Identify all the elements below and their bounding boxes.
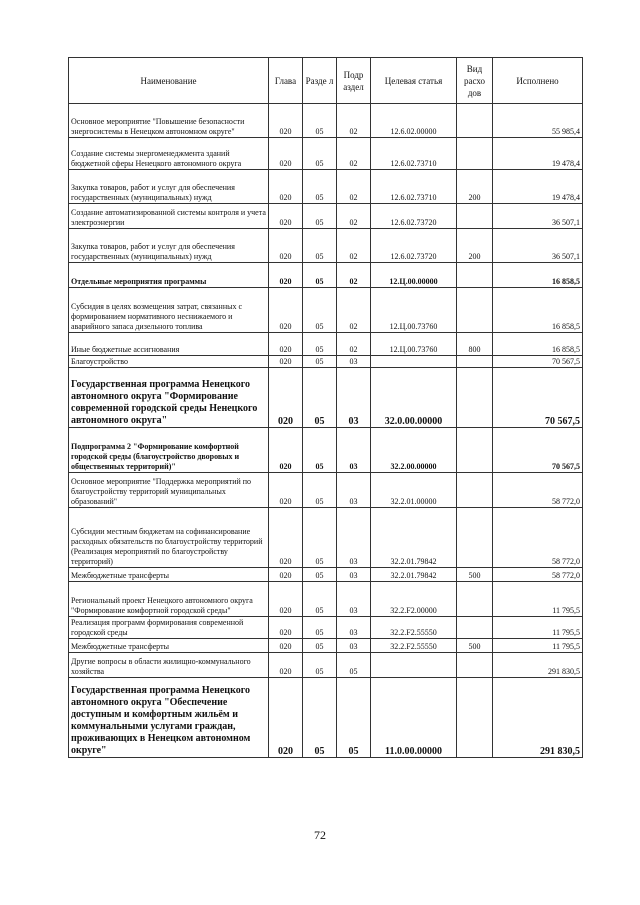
- cell-subsection: 03: [337, 356, 371, 368]
- cell-target: 12.6.02.73710: [371, 138, 457, 170]
- cell-section: 05: [303, 356, 337, 368]
- cell-section: 05: [303, 104, 337, 138]
- cell-target: [371, 356, 457, 368]
- cell-name: Субсидии местным бюджетам на софинансирование расходных обязательств по благоустройству территорий (Реализация мероприятий по благоустройству территорий): [69, 508, 269, 568]
- cell-type: [457, 104, 493, 138]
- cell-executed: 36 507,1: [493, 204, 583, 229]
- cell-section: 05: [303, 170, 337, 204]
- cell-chapter: 020: [269, 428, 303, 473]
- cell-target: 32.2.F2.55550: [371, 617, 457, 639]
- cell-target: 32.0.00.00000: [371, 368, 457, 428]
- cell-section: 05: [303, 229, 337, 263]
- cell-executed: 70 567,5: [493, 368, 583, 428]
- cell-subsection: 02: [337, 229, 371, 263]
- cell-chapter: 020: [269, 229, 303, 263]
- cell-subsection: 03: [337, 428, 371, 473]
- header-subsection: Подр аздел: [337, 58, 371, 104]
- cell-name: Региональный проект Ненецкого автономного округа "Формирование комфортной городской среды": [69, 582, 269, 617]
- cell-subsection: 02: [337, 204, 371, 229]
- cell-type: [457, 356, 493, 368]
- cell-name: Другие вопросы в области жилищно-коммунального хозяйства: [69, 653, 269, 678]
- cell-name: Субсидия в целях возмещения затрат, связанных с формированием нормативного неснижаемого и аварийного запаса дизельного топлива: [69, 288, 269, 333]
- table-row: [69, 678, 583, 758]
- cell-section: 05: [303, 288, 337, 333]
- cell-subsection: 03: [337, 568, 371, 582]
- cell-chapter: 020: [269, 204, 303, 229]
- cell-target: 32.2.01.79842: [371, 508, 457, 568]
- cell-type: [457, 653, 493, 678]
- cell-executed: 11 795,5: [493, 617, 583, 639]
- cell-name: Межбюджетные трансферты: [69, 568, 269, 582]
- budget-table: [68, 57, 583, 758]
- cell-subsection: 02: [337, 333, 371, 356]
- cell-type: [457, 617, 493, 639]
- cell-chapter: 020: [269, 138, 303, 170]
- cell-subsection: 02: [337, 288, 371, 333]
- cell-type: 500: [457, 568, 493, 582]
- cell-target: 12.6.02.73710: [371, 170, 457, 204]
- cell-executed: 55 985,4: [493, 104, 583, 138]
- cell-section: 05: [303, 333, 337, 356]
- header-name: Наименование: [69, 58, 269, 104]
- header-target: Целевая статья: [371, 58, 457, 104]
- cell-name: Отдельные мероприятия программы: [69, 263, 269, 288]
- table-row: [69, 138, 583, 170]
- cell-type: 200: [457, 229, 493, 263]
- table-row: [69, 653, 583, 678]
- table-row: [69, 170, 583, 204]
- table-row: [69, 356, 583, 368]
- cell-type: 800: [457, 333, 493, 356]
- cell-subsection: 02: [337, 104, 371, 138]
- cell-chapter: 020: [269, 288, 303, 333]
- cell-executed: 16 858,5: [493, 333, 583, 356]
- cell-subsection: 02: [337, 170, 371, 204]
- table-row: [69, 229, 583, 263]
- cell-subsection: 05: [337, 653, 371, 678]
- cell-subsection: 03: [337, 639, 371, 653]
- cell-section: 05: [303, 204, 337, 229]
- cell-type: [457, 428, 493, 473]
- table-row: [69, 568, 583, 582]
- cell-target: [371, 653, 457, 678]
- cell-chapter: 020: [269, 170, 303, 204]
- cell-chapter: 020: [269, 568, 303, 582]
- cell-section: 05: [303, 428, 337, 473]
- cell-executed: 291 830,5: [493, 678, 583, 758]
- cell-type: 200: [457, 170, 493, 204]
- cell-target: 11.0.00.00000: [371, 678, 457, 758]
- cell-chapter: 020: [269, 639, 303, 653]
- cell-section: 05: [303, 368, 337, 428]
- cell-subsection: 03: [337, 617, 371, 639]
- cell-type: [457, 263, 493, 288]
- cell-target: 12.Ц.00.73760: [371, 288, 457, 333]
- header-type: Вид расхо дов: [457, 58, 493, 104]
- cell-executed: 11 795,5: [493, 639, 583, 653]
- cell-subsection: 03: [337, 582, 371, 617]
- cell-executed: 19 478,4: [493, 138, 583, 170]
- cell-target: 12.Ц.00.73760: [371, 333, 457, 356]
- cell-section: 05: [303, 568, 337, 582]
- cell-target: 12.6.02.73720: [371, 229, 457, 263]
- cell-name: Межбюджетные трансферты: [69, 639, 269, 653]
- table-row: [69, 263, 583, 288]
- cell-chapter: 020: [269, 368, 303, 428]
- cell-type: [457, 508, 493, 568]
- cell-name: Иные бюджетные ассигнования: [69, 333, 269, 356]
- cell-target: 32.2.00.00000: [371, 428, 457, 473]
- cell-chapter: 020: [269, 263, 303, 288]
- cell-name: Государственная программа Ненецкого автономного округа "Формирование современной городской среды Ненецкого автономного округа": [69, 368, 269, 428]
- cell-name: Создание системы энергоменеджмента зданий бюджетной сферы Ненецкого автономного округа: [69, 138, 269, 170]
- cell-name: Основное мероприятие "Поддержка мероприятий по благоустройству территорий муниципальных образований": [69, 473, 269, 508]
- table-row: [69, 508, 583, 568]
- cell-section: 05: [303, 473, 337, 508]
- cell-name: Реализация программ формирования современной городской среды: [69, 617, 269, 639]
- cell-executed: 70 567,5: [493, 356, 583, 368]
- cell-type: [457, 368, 493, 428]
- table-row: [69, 333, 583, 356]
- cell-target: 12.6.02.00000: [371, 104, 457, 138]
- cell-section: 05: [303, 639, 337, 653]
- cell-executed: 16 858,5: [493, 263, 583, 288]
- page-number: 72: [314, 828, 326, 842]
- table-row: [69, 104, 583, 138]
- cell-section: 05: [303, 653, 337, 678]
- table-row: [69, 639, 583, 653]
- cell-chapter: 020: [269, 508, 303, 568]
- cell-section: 05: [303, 617, 337, 639]
- cell-type: [457, 582, 493, 617]
- cell-section: 05: [303, 263, 337, 288]
- cell-subsection: 02: [337, 138, 371, 170]
- cell-target: 32.2.01.79842: [371, 568, 457, 582]
- cell-executed: 70 567,5: [493, 428, 583, 473]
- cell-name: Благоустройство: [69, 356, 269, 368]
- table-row: [69, 288, 583, 333]
- table-body: [69, 104, 583, 758]
- cell-executed: 19 478,4: [493, 170, 583, 204]
- cell-name: Государственная программа Ненецкого автономного округа "Обеспечение доступным и комфортным жильём и коммунальными услугами граждан, проживающих в Ненецком автономном округе": [69, 678, 269, 758]
- cell-executed: 11 795,5: [493, 582, 583, 617]
- cell-executed: 58 772,0: [493, 568, 583, 582]
- table-row: [69, 582, 583, 617]
- cell-chapter: 020: [269, 678, 303, 758]
- cell-name: Подпрограмма 2 "Формирование комфортной городской среды (благоустройство дворовых и общественных территорий)": [69, 428, 269, 473]
- cell-target: 32.2.01.00000: [371, 473, 457, 508]
- cell-chapter: 020: [269, 617, 303, 639]
- cell-executed: 58 772,0: [493, 508, 583, 568]
- cell-subsection: 03: [337, 368, 371, 428]
- cell-chapter: 020: [269, 582, 303, 617]
- cell-chapter: 020: [269, 653, 303, 678]
- cell-executed: 16 858,5: [493, 288, 583, 333]
- cell-executed: 36 507,1: [493, 229, 583, 263]
- table-row: [69, 617, 583, 639]
- cell-chapter: 020: [269, 333, 303, 356]
- cell-type: [457, 204, 493, 229]
- cell-type: [457, 288, 493, 333]
- table-row: [69, 473, 583, 508]
- table-row: [69, 368, 583, 428]
- cell-section: 05: [303, 138, 337, 170]
- cell-target: 12.Ц.00.00000: [371, 263, 457, 288]
- cell-name: Создание автоматизированной системы контроля и учета электроэнергии: [69, 204, 269, 229]
- cell-subsection: 02: [337, 263, 371, 288]
- cell-name: Закупка товаров, работ и услуг для обеспечения государственных (муниципальных) нужд: [69, 170, 269, 204]
- cell-section: 05: [303, 582, 337, 617]
- cell-section: 05: [303, 678, 337, 758]
- header-chapter: Глава: [269, 58, 303, 104]
- cell-section: 05: [303, 508, 337, 568]
- cell-executed: 58 772,0: [493, 473, 583, 508]
- cell-subsection: 03: [337, 473, 371, 508]
- cell-subsection: 05: [337, 678, 371, 758]
- cell-name: Закупка товаров, работ и услуг для обеспечения государственных (муниципальных) нужд: [69, 229, 269, 263]
- cell-type: [457, 138, 493, 170]
- table-row: [69, 204, 583, 229]
- cell-chapter: 020: [269, 356, 303, 368]
- cell-chapter: 020: [269, 473, 303, 508]
- cell-type: [457, 473, 493, 508]
- table-row: [69, 428, 583, 473]
- cell-subsection: 03: [337, 508, 371, 568]
- header-executed: Исполнено: [493, 58, 583, 104]
- cell-executed: 291 830,5: [493, 653, 583, 678]
- cell-name: Основное мероприятие "Повышение безопасности энергосистемы в Ненецком автономном округе": [69, 104, 269, 138]
- header-section: Разде л: [303, 58, 337, 104]
- cell-target: 32.2.F2.00000: [371, 582, 457, 617]
- cell-type: 500: [457, 639, 493, 653]
- cell-chapter: 020: [269, 104, 303, 138]
- cell-target: 12.6.02.73720: [371, 204, 457, 229]
- cell-type: [457, 678, 493, 758]
- cell-target: 32.2.F2.55550: [371, 639, 457, 653]
- table-header-row: [69, 58, 583, 104]
